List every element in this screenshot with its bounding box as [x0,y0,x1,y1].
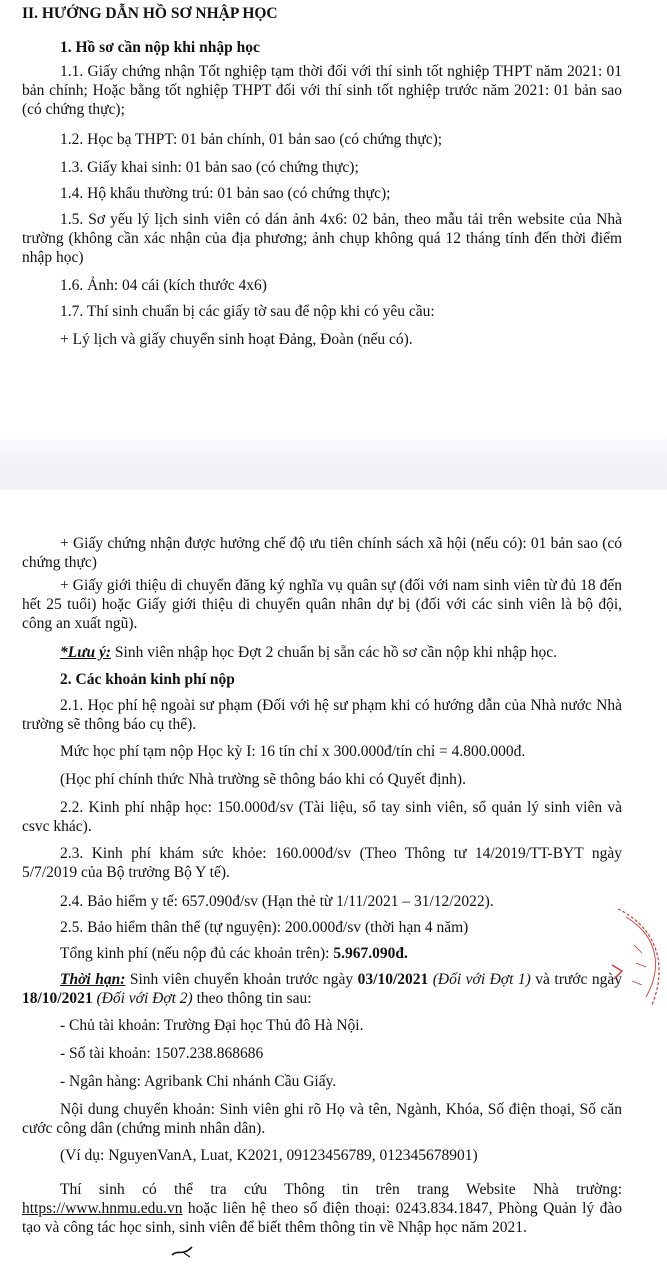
item-military: + Giấy giới thiệu di chuyển đăng ký nghĩa vụ quân sự (đối với nam sinh viên từ đủ 18 đến hết 25 tuổi) hoặc Giấy giới thiệu di chuyển quân nhân dự bị (đối với các sinh viên là bộ đội, công an xuất ngũ). [22,577,622,632]
item-1-4: 1.4. Hộ khẩu thường trú: 01 bản sao (có chứng thực); [60,185,391,202]
deadline-round-2: (Đối với Đợt 2) [92,990,193,1007]
note-label: *Lưu ý: [60,644,112,661]
total-fee [22,944,622,963]
deadline-text-2: và trước ngày [530,971,622,988]
fee-2-2: 2.2. Kinh phí nhập học: 150.000đ/sv (Tài liệu, sổ tay sinh viên, sổ quản lý sinh viên và csvc khác). [22,799,622,835]
item-1-3: 1.3. Giấy khai sinh: 01 bản sao (có chứng thực); [60,159,359,176]
item-social-policy: + Giấy chứng nhận được hưởng chế độ ưu tiên chính sách xã hội (nếu có): 01 bản sao (có chứng thực) [22,535,622,571]
contact-text-2: hoặc liên hệ theo số điện thoại: 0243.834.1847, Phòng Quản lý đào tạo và công tác học sinh, sinh viên để biết thêm thông tin về Nhập học năm 2021. [22,1200,622,1236]
fee-2-1: 2.1. Học phí hệ ngoài sư phạm (Đối với hệ sư phạm khi có hướng dẫn của Nhà nước Nhà trường sẽ thông báo cụ thể). [22,697,622,733]
account-number: - Số tài khoản: 1507.238.868686 [60,1045,264,1062]
red-stamp-icon [612,905,667,1015]
item-1-6: 1.6. Ảnh: 04 cái (kích thước 4x6) [60,277,267,294]
total-label: Tổng kinh phí (nếu nộp đủ các khoản trên): [60,945,334,962]
transfer-example: (Ví dụ: NguyenVanA, Luat, K2021, 09123456789, 012345678901) [60,1147,478,1164]
item-party-records: + Lý lịch và giấy chuyển sinh hoạt Đảng, Đoàn (nếu có). [60,331,413,348]
deadline-date-2: 18/10/2021 [22,990,93,1007]
pen-flourish-icon [170,1243,194,1259]
section-title: II. HƯỚNG DẪN HỒ SƠ NHẬP HỌC [22,5,278,22]
note-text: Sinh viên nhập học Đợt 2 chuẩn bị sẵn các hồ sơ cần nộp khi nhập học. [111,644,558,661]
total-value: 5.967.090đ. [333,945,408,962]
deadline-text-1: Sinh viên chuyển khoản trước ngày [125,971,358,988]
note [22,643,622,662]
deadline-date-1: 03/10/2021 [357,971,429,988]
transfer-content: Nội dung chuyển khoản: Sinh viên ghi rõ Họ và tên, Ngành, Khóa, Số điện thoại, Số căn cước công dân (chứng minh nhân dân). [22,1101,622,1137]
fee-tuition: Mức học phí tạm nộp Học kỳ I: 16 tín chỉ x 300.000đ/tín chỉ = 4.800.000đ. [60,743,526,760]
fee-2-4: 2.4. Bảo hiểm y tế: 657.090đ/sv (Hạn thẻ từ 1/11/2021 – 31/12/2022). [60,893,494,910]
item-1-7: 1.7. Thí sinh chuẩn bị các giấy tờ sau để nộp khi có yêu cầu: [60,303,435,320]
part1-heading: 1. Hồ sơ cần nộp khi nhập học [60,39,260,56]
account-holder: - Chủ tài khoản: Trường Đại học Thủ đô Hà Nội. [60,1017,364,1034]
deadline-round-1: (Đối với Đợt 1) [428,971,531,988]
bank-name: - Ngân hàng: Agribank Chi nhánh Cầu Giấy. [60,1073,337,1090]
page-break-shade [0,432,667,490]
deadline [22,970,622,1008]
item-1-5: 1.5. Sơ yếu lý lịch sinh viên có dán ảnh 4x6: 02 bản, theo mẫu tải trên website của Nhà trường (không cần xác nhận của địa phương; ảnh chụp không quá 12 tháng tính đến thời điểm nhập học) [22,211,622,266]
deadline-text-3: theo thông tin sau: [192,990,312,1007]
contact-text-1: Thí sinh có thể tra cứu Thông tin trên trang Website Nhà trường: [60,1181,622,1198]
deadline-label: Thời hạn: [60,971,126,988]
website-link[interactable]: https://www.hnmu.edu.vn [22,1200,183,1217]
fee-2-3: 2.3. Kinh phí khám sức khỏe: 160.000đ/sv (Theo Thông tư 14/2019/TT-BYT ngày 5/7/2019 của Bộ trưởng Bộ Y tế). [22,845,622,881]
item-1-1: 1.1. Giấy chứng nhận Tốt nghiệp tạm thời đối với thí sinh tốt nghiệp THPT năm 2021: 01 bản chính; Hoặc bằng tốt nghiệp THPT đối với thí sinh tốt nghiệp trước năm 2021: 01 bản sao (có chứng thực); [22,63,622,118]
item-1-2: 1.2. Học bạ THPT: 01 bản chính, 01 bản sao (có chứng thực); [60,131,443,148]
part2-heading: 2. Các khoản kinh phí nộp [60,671,235,688]
fee-tuition-note: (Học phí chính thức Nhà trường sẽ thông báo khi có Quyết định). [60,771,466,788]
contact-info [22,1180,622,1237]
fee-2-5: 2.5. Bảo hiểm thân thể (tự nguyện): 200.000đ/sv (thời hạn 4 năm) [60,919,469,936]
